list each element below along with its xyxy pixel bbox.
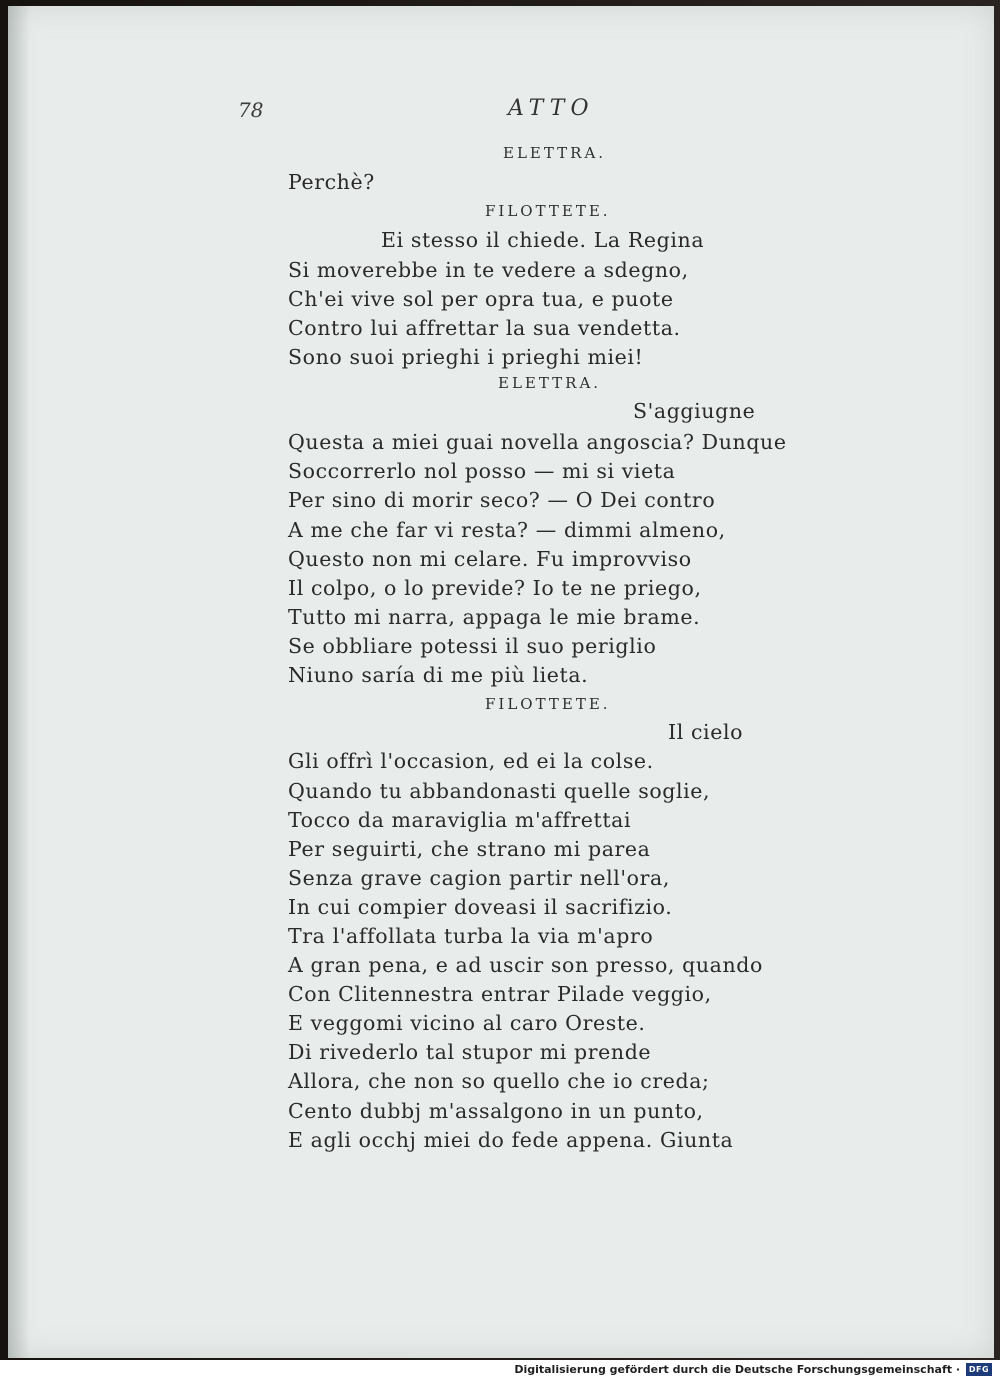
verse-line: Allora, che non so quello che io creda; (288, 1069, 710, 1093)
speaker-name: ELETTRA. (503, 144, 607, 162)
digitization-credit: Digitalisierung gefördert durch die Deutsche Forschungsgemeinschaft · (514, 1363, 960, 1376)
verse-line: Tutto mi narra, appaga le mie brame. (288, 605, 701, 629)
verse-line: Si moverebbe in te vedere a sdegno, (288, 258, 689, 282)
verse-line: A gran pena, e ad uscir son presso, quando (288, 953, 763, 977)
verse-line: Se obbliare potessi il suo periglio (288, 634, 657, 658)
verse-line: Soccorrerlo nol posso — mi si vieta (288, 459, 676, 483)
speaker-name: FILOTTETE. (485, 202, 611, 220)
verse-line: Questo non mi celare. Fu improvviso (288, 547, 692, 571)
verse-line: Senza grave cagion partir nell'ora, (288, 866, 670, 890)
verse-line: Ch'ei vive sol per opra tua, e puote (288, 287, 674, 311)
dfg-logo: DFG (966, 1363, 992, 1376)
footer-bar (0, 1360, 1000, 1380)
verse-line: Contro lui affrettar la sua vendetta. (288, 316, 681, 340)
verse-line: Gli offrì l'occasion, ed ei la colse. (288, 749, 654, 773)
spine-shadow (8, 6, 30, 1358)
verse-line: E agli occhj miei do fede appena. Giunta (288, 1128, 734, 1152)
verse-line: Per seguirti, che strano mi parea (288, 837, 651, 861)
verse-line: Niuno saría di me più lieta. (288, 663, 589, 687)
verse-line: Perchè? (288, 170, 375, 194)
verse-line: Ei stesso il chiede. La Regina (381, 228, 705, 252)
verse-line: Con Clitennestra entrar Pilade veggio, (288, 982, 712, 1006)
verse-line: Per sino di morir seco? — O Dei contro (288, 488, 716, 512)
book-page (8, 6, 994, 1358)
verse-line: Tra l'affollata turba la via m'apro (288, 924, 654, 948)
verse-line: Questa a miei guai novella angoscia? Dunque (288, 430, 787, 454)
speaker-name: FILOTTETE. (485, 695, 611, 713)
verse-line: In cui compier doveasi il sacrifizio. (288, 895, 673, 919)
page-number: 78 (238, 98, 264, 122)
verse-line: A me che far vi resta? — dimmi almeno, (288, 518, 726, 542)
verse-line: Il cielo (668, 720, 744, 744)
verse-line: E veggomi vicino al caro Oreste. (288, 1011, 646, 1035)
running-head: ATTO (508, 96, 595, 121)
verse-line: Quando tu abbandonasti quelle soglie, (288, 779, 711, 803)
verse-line: Sono suoi prieghi i prieghi miei! (288, 345, 644, 369)
verse-line: Tocco da maraviglia m'affrettai (288, 808, 632, 832)
speaker-name: ELETTRA. (498, 374, 602, 392)
verse-line: Cento dubbj m'assalgono in un punto, (288, 1099, 704, 1123)
verse-line: Di rivederlo tal stupor mi prende (288, 1040, 652, 1064)
verse-line: S'aggiugne (633, 399, 756, 423)
verse-line: Il colpo, o lo previde? Io te ne priego, (288, 576, 702, 600)
